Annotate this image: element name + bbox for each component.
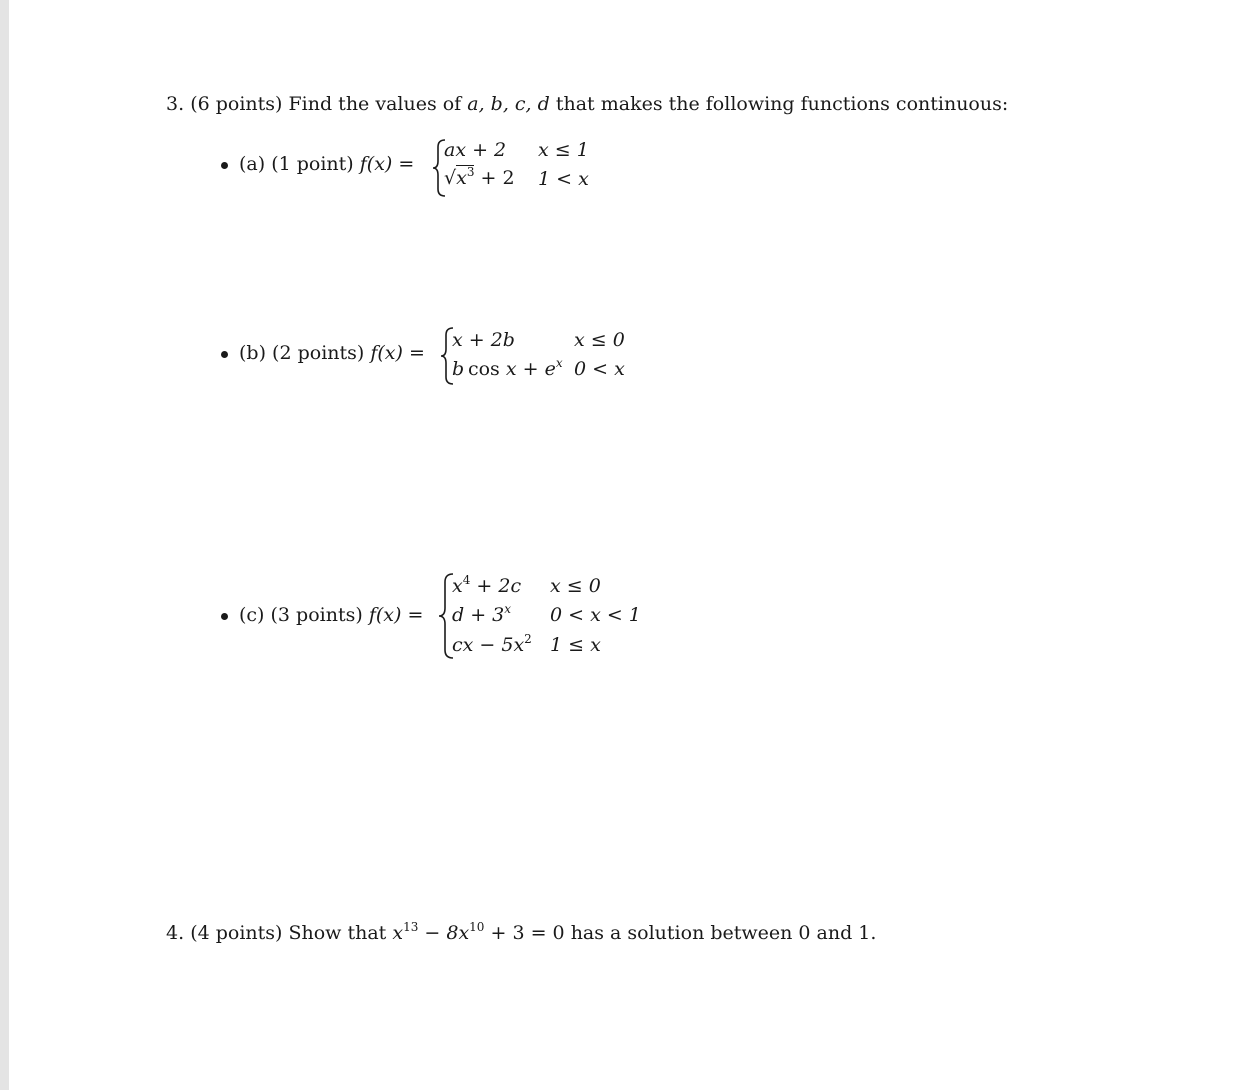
part-label: (a) — [239, 153, 266, 175]
case-expression: $x^4 + 2c$ — [452, 573, 522, 597]
bullet — [221, 162, 228, 169]
case-expression: ax + 2 — [444, 139, 507, 161]
case-expression: cx − $5x^2$ — [452, 632, 532, 656]
case-condition: x ≤ 0 — [574, 329, 625, 351]
question-text-end: has a solution between 0 and 1. — [570, 922, 877, 944]
part-c-header — [239, 606, 423, 625]
question-number: 4. — [166, 922, 185, 944]
case-condition: 1 ≤ x — [550, 634, 601, 656]
case-condition: 1 < x — [538, 168, 589, 190]
sqrt-symbol: √ — [444, 167, 457, 189]
case-expression: $d + 3^x$ — [452, 602, 512, 626]
bullet — [221, 351, 228, 358]
question-4 — [166, 920, 877, 944]
case-expression: b $\cos x + e^x$ — [452, 356, 563, 380]
function-name: f(x) = — [359, 153, 415, 175]
equation: $x^{13} - 8x^{10} + 3 = 0$ — [392, 920, 565, 944]
case-condition: 0 < x < 1 — [550, 604, 641, 626]
bullet — [221, 613, 228, 620]
part-points: (1 point) — [271, 153, 354, 175]
question-text: (4 points) Show that — [190, 922, 387, 944]
document-page — [9, 0, 1240, 1090]
question-3 — [166, 95, 1008, 114]
part-b-header — [239, 344, 425, 363]
case-condition: 0 < x — [574, 358, 625, 380]
radicand: $x^3$ — [456, 165, 475, 189]
case-condition: x ≤ 1 — [538, 139, 589, 161]
window-edge — [0, 0, 9, 1090]
part-points: (3 points) — [270, 604, 363, 626]
part-label: (c) — [239, 604, 265, 626]
case-expression: $√x^3 + 2$ — [444, 165, 515, 189]
part-points: (2 points) — [272, 342, 365, 364]
part-a-header — [239, 155, 414, 174]
question-variables: a, b, c, d — [467, 93, 550, 115]
case-condition: x ≤ 0 — [550, 575, 601, 597]
case-expression: x + 2b — [452, 329, 515, 351]
question-text-end: that makes the following functions continuous: — [555, 93, 1009, 115]
function-name: f(x) = — [368, 604, 424, 626]
part-label: (b) — [239, 342, 266, 364]
function-name: f(x) = — [370, 342, 425, 364]
question-number: 3. — [166, 93, 185, 115]
question-text: (6 points) Find the values of — [190, 93, 462, 115]
